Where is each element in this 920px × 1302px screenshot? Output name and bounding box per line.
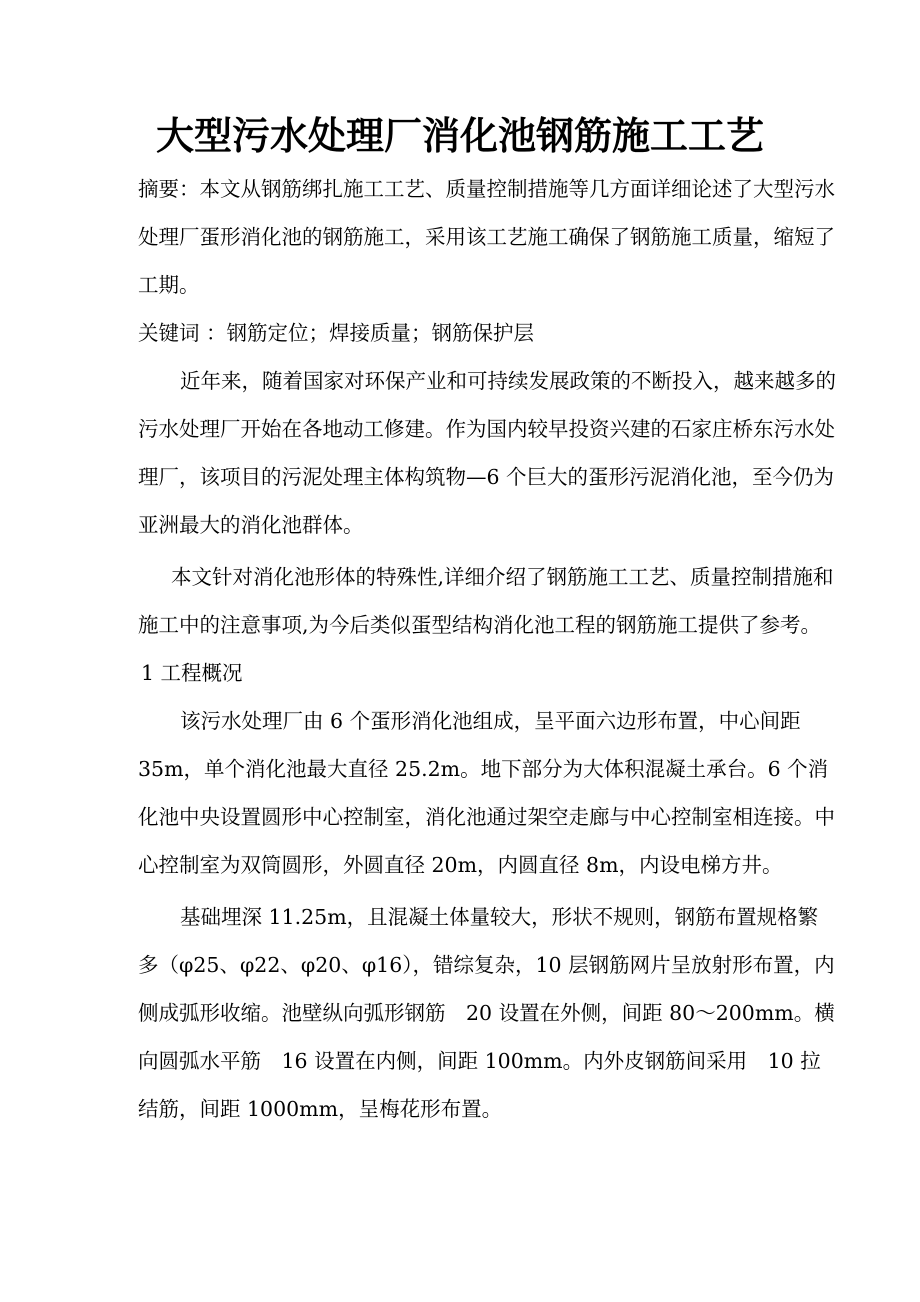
keywords-line: 关键词 ：钢筋定位；焊接质量；钢筋保护层 [138, 321, 535, 345]
section-1-heading: 1 工程概况 [141, 661, 243, 685]
document-title: 大型污水处理厂消化池钢筋施工工艺 [155, 113, 764, 158]
abstract-paragraph: 摘要：本文从钢筋绑扎施工工艺、质量控制措施等几方面详细论述了大型污水处理厂蛋形消化池的钢筋施工，采用该工艺施工确保了钢筋施工质量，缩短了工期。 [138, 177, 835, 297]
document-body [138, 165, 838, 1133]
section-1-paragraph-2: 基础埋深 11.25m，且混凝土体量较大，形状不规则，钢筋布置规格繁多（φ25、φ22、φ20、φ16），错综复杂，10 层钢筋网片呈放射形布置，内侧成弧形收缩。池壁纵向弧形钢筋 20 设置在外侧，间距 80～200mm。横向圆弧水平筋 16 设置在内侧，间距 100mm。内外皮钢筋间采用 10 拉结筋，间距 1000mm，呈梅花形布置。 [138, 905, 835, 1121]
section-1-paragraph-1: 该污水处理厂由 6 个蛋形消化池组成，呈平面六边形布置，中心间距 35m，单个消化池最大直径 25.2m。地下部分为大体积混凝土承台。6 个消化池中央设置圆形中心控制室，消化池通过架空走廊与中心控制室相连接。中心控制室为双筒圆形，外圆直径 20m，内圆直径 8m，内设电梯方井。 [138, 709, 835, 877]
intro-paragraph-1: 近年来，随着国家对环保产业和可持续发展政策的不断投入，越来越多的污水处理厂开始在各地动工修建。作为国内较早投资兴建的石家庄桥东污水处理厂，该项目的污泥处理主体构筑物—6 个巨大的蛋形污泥消化池，至今仍为亚洲最大的消化池群体。 [138, 369, 836, 537]
intro-paragraph-2: 本文针对消化池形体的特殊性,详细介绍了钢筋施工工艺、质量控制措施和施工中的注意事项,为今后类似蛋型结构消化池工程的钢筋施工提供了参考。 [138, 565, 834, 637]
